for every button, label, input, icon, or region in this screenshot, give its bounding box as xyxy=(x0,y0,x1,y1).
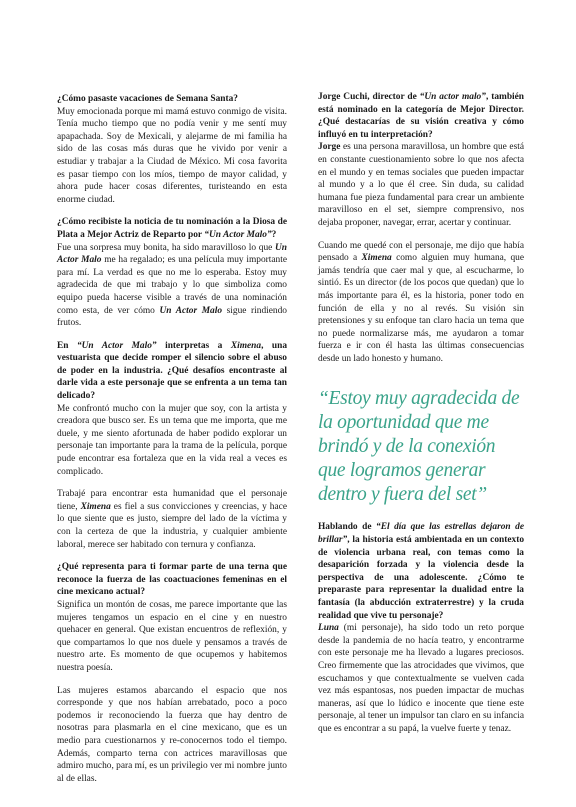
question: Jorge Cuchi, director de “Un actor malo”, también está nominado en la categoría de Mejor Director. ¿Qué destacarías de su visión creativa y cómo influyó en tu interpretación? xyxy=(318,92,525,140)
film-title: Un Actor Malo xyxy=(57,242,287,266)
paragraph-character-choice: Cuando me quedé con el personaje, me dijo que había pensado a Ximena como alguien muy humana, que jamás tendría que caer mal y que, al escucharme, lo sintió. Es un director (de los pocos que quedan) que lo más importante para él, es la historia, poner todo en función de ella y no al revés. Su visión sin pretensiones y su enfoque tan claro hacia un tema que no puede normalizarse más, me ayudaron a tomar fuerza e ir con él hasta las últimas consecuencias desde un lado honesto y humano. xyxy=(318,240,524,364)
answer: Significa un montón de cosas, me parece importante que las mujeres tengamos un espacio en el cine y en nuestro quehacer en general. Que existan encuentros de reflexión, y que compartamos lo que nos duele y pensamos a través de nuestro arte. Es momento de que ocupemos y habitemos nuestra poesía. xyxy=(57,599,287,673)
film-title: “Un actor malo” xyxy=(419,92,486,102)
character-name: Luna xyxy=(318,623,339,634)
film-title: Un Actor Malo xyxy=(159,305,223,316)
qa-block-director xyxy=(318,91,524,230)
film-title: “Un Actor Malo” xyxy=(204,229,272,240)
answer: Fue una sorpresa muy bonita, ha sido maravilloso lo que Un Actor Malo me ha regalado; es una película muy importante para mí. La verdad es que no me lo esperaba. Estoy muy agradecida de que mi trabajo y lo que simboliza como equipo pueda hacerse visible a través de una nominación como esta, de ver cómo Un Actor Malo sigue rindiendo frutos. xyxy=(57,242,287,329)
answer: Jorge es una persona maravillosa, un hombre que está en constante cuestionamiento sobre lo que nos afecta en el mundo y en temas sociales que pueden impactar al mundo y a lo que él cree. Sin duda, su calidad humana fue pieza fundamental para crear un ambiente maravilloso en el set, siempre comprensivo, nos dejaba proponer, navegar, errar, acertar y continuar. xyxy=(318,142,524,228)
answer: Me confrontó mucho con la mujer que soy, con la artista y creadora que busco ser. Es un tema que me importa, que me duele, y me siento afortunada de haber podido explorar un personaje tan importante para la trama de la película, porque pude encontrar esa fortaleza que en la vida real a veces es complicado. xyxy=(57,403,287,477)
film-title: “El día que las estrellas dejaron de brillar” xyxy=(318,522,524,546)
person-name: Jorge xyxy=(318,142,341,153)
question: ¿Qué representa para ti formar parte de una terna que reconoce la fuerza de las coactuaciones femeninas en el cine mexicano actual? xyxy=(57,562,287,598)
character-name: Ximena xyxy=(361,253,392,264)
left-column xyxy=(57,93,287,785)
character-name: Ximena xyxy=(230,340,262,351)
qa-block-nomination xyxy=(57,216,287,329)
answer: Luna (mi personaje), ha sido todo un reto porque desde la pandemia de no hacía teatro, y encontrarme con este personaje me ha llevado a lugares preciosos. Creo firmemente que las atrocidades que vivimos, que escuchamos y que contextualmente se vuelven cada vez más espantosas, nos pueden impactar de muchas maneras, así que lo lúdico e inocente que tiene este personaje, al tener un impulsor tan claro en su infancia que es encontrar a su papá, la vuelve fuerte y tenaz. xyxy=(318,623,524,734)
question: ¿Cómo pasaste vacaciones de Semana Santa? xyxy=(57,94,238,104)
paragraph-women: Las mujeres estamos abarcando el espacio que nos corresponde y que nos habían arrebatado, poco a poco podemos ir reconociendo la fuerza que hay dentro de nosotras para plasmarla en el cine mexicano, que es un medio para cuestionarnos y re-conocernos todo el tiempo. Además, comparto terna con actrices maravillosas que admiro mucho, para mí, es un privilegio ver mi nombre junto al de ellas. xyxy=(57,685,287,784)
question: En “Un Actor Malo” interpretas a Ximena, una vestuarista que decide romper el silencio sobre el abuso de poder en la industria. ¿Qué desafíos encontraste al darle vida a este personaje que se enfrenta a un tema tan delicado? xyxy=(57,340,288,402)
character-name: Ximena xyxy=(80,501,111,512)
qa-block-stars-film xyxy=(318,521,524,735)
right-column xyxy=(318,91,524,736)
pull-quote: “Estoy muy agradecida de la oportunidad que me brindó y de la conexión que logramos generar dentro y fuera del set” xyxy=(318,388,520,506)
film-title: “Un Actor Malo” xyxy=(76,340,157,351)
answer: Muy emocionada porque mi mamá estuvo conmigo de visita. Tenía mucho tiempo que no podía venir y me sentí muy apapachada. Soy de Mexicali, y alejarme de mi familia ha sido de las cosas más duras que he vivido por venir a estudiar y trabajar a la Ciudad de México. Mi cosa favorita es pasar tiempo con los míos, tiempo de mayor calidad, y ahora pude hacer cosas diferentes, turisteando en esta enorme ciudad. xyxy=(57,106,287,205)
question: Hablando de “El día que las estrellas dejaron de brillar”, la historia está ambientada en un contexto de violencia urbana real, con temas como la desaparición forzada y la violencia desde la perspectiva de una adolescente. ¿Cómo te preparaste para representar la dualidad entre la fantasía (la abducción extraterrestre) y la cruda realidad que vive tu personaje? xyxy=(318,522,524,621)
question: ¿Cómo recibiste la noticia de tu nominación a la Diosa de Plata a Mejor Actriz de Reparto por “Un Actor Malo”? xyxy=(57,217,287,240)
qa-block-vacations xyxy=(57,93,287,206)
qa-block-terna xyxy=(57,561,287,674)
qa-block-character xyxy=(57,340,287,479)
paragraph-humanity: Trabajé para encontrar esta humanidad que el personaje tiene, Ximena es fiel a sus convicciones y creencias, y hace lo que siente que es justo, siempre del lado de la víctima y con la certeza de que la industria, y cualquier ambiente laboral, merece ser habitado con ternura y confianza. xyxy=(57,489,287,550)
